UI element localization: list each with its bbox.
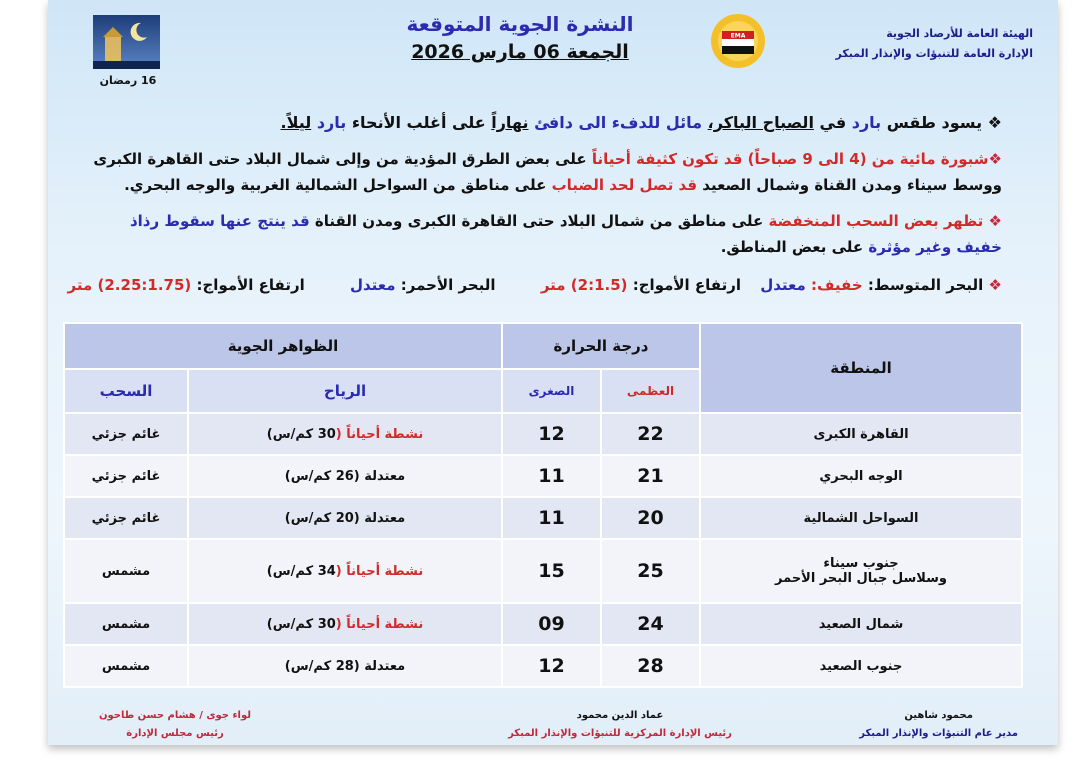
header-wind: الرياح [188, 369, 502, 413]
org-name: الهيئة العامة للأرصاد الجوية [886, 27, 1033, 40]
region-cell: جنوب سيناء وسلاسل جبال البحر الأحمر [700, 539, 1022, 603]
signature-right: محمود شاهين مدير عام التنبؤات والإنذار المبكر [859, 710, 1018, 739]
wind-cell: معتدلة (26 كم/س) [188, 455, 502, 497]
region-cell: جنوب الصعيد [700, 645, 1022, 687]
forecast-line-fog: ❖شبورة مائية من (4 الى 9 صباحاً) قد تكون كثيفة أحياناً على بعض الطرق المؤدية من وإلى شمال البلاد حتى القاهرة الكبرى ووسط سيناء ومدن القناة وشمال الصعيد قد تصل لحد الضباب على مناطق من السواحل الشمالية الغربية والوجه البحري. [93, 150, 1002, 194]
title-block [385, 10, 655, 66]
page-title: النشرة الجوية المتوقعة [406, 12, 634, 36]
forecast-line-general: ❖ يسود طقس بارد في الصباح الباكر، مائل للدفء الى دافئ نهاراً على أغلب الأنحاء بارد ليلاً. [280, 113, 1002, 132]
region-cell: شمال الصعيد [700, 603, 1022, 645]
header-max: العظمى [601, 369, 700, 413]
org-header [803, 24, 1033, 64]
min-temp-cell: 11 [502, 497, 601, 539]
wind-cell: نشطة أحياناً (30 كم/س) [188, 603, 502, 645]
hijri-date: 16 رمضان [99, 74, 157, 87]
region-cell: الوجه البحري [700, 455, 1022, 497]
header-min: الصغرى [502, 369, 601, 413]
wind-cell: نشطة أحياناً (34 كم/س) [188, 539, 502, 603]
region-cell: السواحل الشمالية [700, 497, 1022, 539]
header-clouds: السحب [64, 369, 188, 413]
header-temperature: درجة الحرارة [502, 323, 700, 369]
table-row [64, 497, 1022, 539]
wind-cell: نشطة أحياناً (30 كم/س) [188, 413, 502, 455]
signature-center: عماد الدين محمود رئيس الإدارة المركزية للتنبؤات والإنذار المبكر [508, 710, 732, 739]
forecast-line-sea: ❖ البحر المتوسط: خفيف: معتدل ارتفاع الأمواج: (2:1.5) متر البحر الأحمر: معتدل ارتفاع الأمواج: (2.25:1.75) متر [67, 276, 1002, 294]
bullet-icon: ❖ [988, 276, 1002, 294]
cloud-cell: مشمس [64, 539, 188, 603]
table-row [64, 413, 1022, 455]
header-region: المنطقة [700, 323, 1022, 413]
wind-cell: معتدلة (20 كم/س) [188, 497, 502, 539]
cloud-cell: مشمس [64, 645, 188, 687]
max-temp-cell: 28 [601, 645, 700, 687]
bullet-icon: ❖ [987, 113, 1002, 132]
min-temp-cell: 11 [502, 455, 601, 497]
min-temp-cell: 12 [502, 413, 601, 455]
ramadan-lantern-image [93, 15, 160, 69]
min-temp-cell: 15 [502, 539, 601, 603]
min-temp-cell: 09 [502, 603, 601, 645]
forecast-line-clouds: ❖ تظهر بعض السحب المنخفضة على مناطق من شمال البلاد حتى القاهرة الكبرى ومدن القناة قد ينتج عنها سقوط رذاذ خفيف وغير مؤثرة على بعض المناطق. [129, 212, 1002, 256]
cloud-cell: غائم جزئي [64, 413, 188, 455]
region-cell: القاهرة الكبرى [700, 413, 1022, 455]
max-temp-cell: 25 [601, 539, 700, 603]
table-row [64, 603, 1022, 645]
table-row [64, 539, 1022, 603]
min-temp-cell: 12 [502, 645, 601, 687]
max-temp-cell: 22 [601, 413, 700, 455]
table-row [64, 455, 1022, 497]
bulletin-date: الجمعة 06 مارس 2026 [411, 41, 629, 63]
max-temp-cell: 20 [601, 497, 700, 539]
logo-text: EMA [730, 32, 746, 40]
bullet-icon: ❖ [988, 150, 1002, 168]
bullet-icon: ❖ [988, 212, 1002, 230]
cloud-cell: غائم جزئي [64, 497, 188, 539]
signature-left: لواء جوى / هشام حسن طاحون رئيس مجلس الإدارة [98, 710, 252, 739]
header-phenomena: الظواهر الجوية [64, 323, 502, 369]
cloud-cell: غائم جزئي [64, 455, 188, 497]
wind-cell: معتدلة (28 كم/س) [188, 645, 502, 687]
org-department: الإدارة العامة للتنبؤات والإنذار المبكر [835, 47, 1033, 60]
ema-logo [702, 12, 774, 70]
cloud-cell: مشمس [64, 603, 188, 645]
forecast-table [63, 322, 1023, 688]
max-temp-cell: 24 [601, 603, 700, 645]
table-row [64, 645, 1022, 687]
max-temp-cell: 21 [601, 455, 700, 497]
